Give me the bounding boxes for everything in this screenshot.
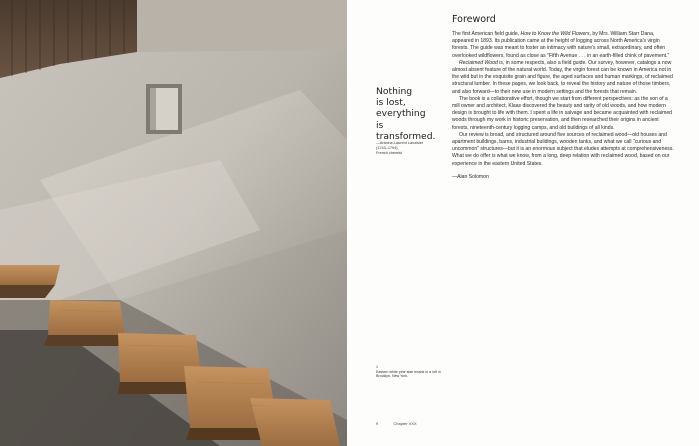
page-footer: [376, 421, 417, 426]
photo-caption: [376, 365, 448, 379]
quote-line: is: [376, 119, 384, 131]
signature: —Alan Solomon: [452, 173, 489, 180]
staircase-photo-icon: [0, 0, 347, 446]
quote-role: French chemist: [376, 151, 402, 155]
paragraph: Our review is broad, and structured around five sources of reclaimed wood—old houses and apartment buildings, barns, industrial buildings, wooden tanks, and what we call "curious and uncommon" structures—but it is an enormous subject that eludes attempts at comprehensiveness. What we do offer is what we know, from a long, deep relation with reclaimed wood, based on our experience in the eastern United States.: [452, 131, 674, 167]
quote-line: transformed.: [376, 130, 436, 142]
paragraph: [452, 60, 674, 96]
caption-number: 1: [376, 365, 378, 369]
caption-text: Eastern white pine stair treads in a loft in Brooklyn, New York.: [376, 369, 441, 379]
paragraph: The book is a collaborative effort, though we start from different perspectives: as the son of a mill owner and architect, Klaas discovered the beauty and rarity of old woods, and how modern design is brought to life with them. I spent a life in salvage and became acquainted with reclaimed woods through my work in historic preservation, and then researched their origins in ancient forests, nineteenth-century logging camps, and old buildings of all kinds.: [452, 95, 673, 131]
staircase-photo: [0, 0, 347, 446]
quote-line: is lost,: [376, 97, 406, 109]
page-number: 9: [376, 421, 379, 426]
quote-attribution: [376, 141, 440, 156]
chapter-label: Chapter XXX: [393, 421, 417, 426]
book-title: How to Know the Wild Flowers: [520, 31, 590, 37]
foreword-body: [452, 31, 674, 181]
quote-line: Nothing: [376, 86, 413, 97]
text-run: The first American field guide,: [452, 31, 521, 37]
text-run: is, in some respects, also a field guide. Our survey, however, catalogs a now almost absent feature of the natural world. Today, the virgin forest can be known in America not in the wild but in the exquisite grain and figure, the aged surfaces and human markings, of reclaimed structural lumber. In these pages, we look back, to reveal the history and nature of those timbers, and also forward—to their new use in modern settings and the forests that remain.: [452, 59, 673, 95]
text-run: , by Mrs. William Starr Dana, appeared in 1893. Its publication came at the height of logging across North America's virgin forests. The guide was meant to foster an intimacy with nature's small, extraordinary, and often overlooked wildflowers, found as close as "Fifth Avenue . . . in an earth-filled chink of pavement.": [452, 31, 670, 59]
page-title: Foreword: [452, 14, 496, 25]
epigraph-quote: [376, 86, 440, 142]
paragraph: [452, 31, 674, 60]
quote-author: —Antoine-Laurent Lavoisier: [376, 141, 424, 145]
quote-dates: (1743–1794),: [376, 146, 399, 150]
book-title: Reclaimed Wood: [459, 59, 498, 66]
quote-line: everything: [376, 108, 426, 120]
